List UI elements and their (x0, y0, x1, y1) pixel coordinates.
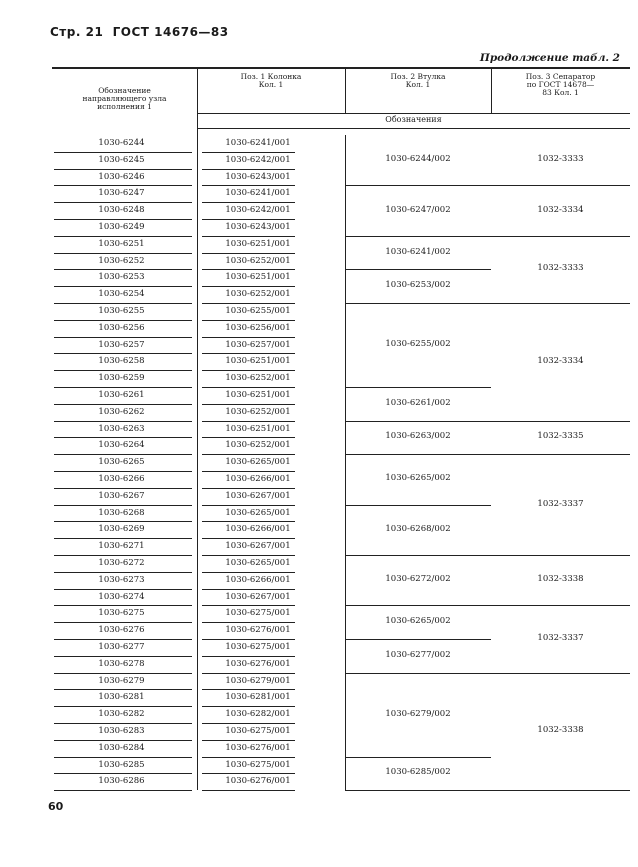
unit-designation: 1030-6244 (98, 138, 145, 148)
bushing-group-rule (345, 605, 491, 606)
bushing-group-rule (345, 505, 491, 506)
unit-designation: 1030-6266 (98, 474, 145, 484)
bushing-column-rule (345, 421, 346, 455)
column-designation: 1030-6251/001 (225, 238, 291, 249)
separator-designation: 1032-3334 (537, 355, 584, 366)
column-designation: 1030-6275/001 (225, 608, 291, 619)
column-designation: 1030-6241/001 (225, 188, 291, 199)
bushing-designation: 1030-6253/002 (385, 280, 451, 291)
column-designation: 1030-6256/001 (225, 322, 291, 333)
bushing-group-rule (345, 555, 491, 556)
separator-designation: 1032-3337 (537, 633, 584, 643)
row-rule (202, 589, 295, 590)
unit-designation: 1030-6255 (98, 306, 145, 316)
unit-designation: 1030-6281 (98, 692, 145, 703)
row-rule (202, 286, 295, 287)
bushing-designation: 1030-6285/002 (385, 767, 451, 778)
column-designation: 1030-6252/001 (225, 373, 291, 384)
row-rule (54, 387, 192, 388)
bushing-designation: 1030-6265/002 (385, 473, 451, 484)
bushing-designation: 1030-6261/002 (385, 397, 451, 408)
column-designation: 1030-6252/001 (225, 406, 291, 417)
column-designation: 1030-6267/001 (225, 591, 291, 602)
bushing-column-rule (345, 185, 346, 235)
separator-group-rule (491, 790, 630, 791)
bushing-column-rule (345, 454, 346, 504)
unit-designation: 1030-6284 (98, 742, 145, 753)
unit-designation: 1030-6268 (98, 507, 145, 518)
row-rule (54, 269, 192, 270)
bushing-designation: 1030-6277/002 (385, 649, 451, 660)
page-number: 60 (48, 800, 64, 813)
row-rule (202, 454, 295, 455)
row-rule (54, 152, 192, 153)
bushing-column-rule (345, 757, 346, 791)
page-label: Стр. 21 (50, 25, 104, 39)
column-rule-1 (197, 67, 198, 790)
unit-designation: 1030-6265 (98, 457, 145, 468)
row-rule (202, 353, 295, 354)
row-rule (202, 219, 295, 220)
unit-designation: 1030-6277 (98, 642, 145, 652)
row-rule (202, 538, 295, 539)
separator-group-rule (491, 303, 630, 304)
bushing-group-rule (345, 673, 491, 674)
separator-designation: 1032-3334 (537, 204, 584, 215)
bushing-designation: 1030-6247/002 (385, 204, 451, 215)
column-designation: 1030-6266/001 (225, 574, 291, 585)
bushing-group-rule (345, 387, 491, 388)
column-designation: 1030-6265/001 (225, 558, 291, 568)
unit-designation: 1030-6258 (98, 356, 145, 367)
unit-designation: 1030-6283 (98, 726, 145, 736)
unit-designation: 1030-6256 (98, 322, 145, 333)
row-rule (54, 673, 192, 674)
column-designation: 1030-6276/001 (225, 742, 291, 753)
separator-group-rule (491, 454, 630, 455)
bushing-column-rule (345, 387, 346, 421)
row-rule (202, 370, 295, 371)
row-rule (202, 639, 295, 640)
row-rule (202, 421, 295, 422)
unit-designation: 1030-6246 (98, 171, 145, 182)
bushing-column-rule (345, 236, 346, 270)
sub-header-designations: Обозначения (385, 115, 442, 124)
bushing-group-rule (345, 236, 491, 237)
bushing-column-rule (345, 135, 346, 185)
unit-designation: 1030-6271 (98, 541, 145, 552)
separator-group-rule (491, 605, 630, 606)
column-designation: 1030-6252/001 (225, 255, 291, 266)
row-rule (54, 773, 192, 774)
unit-designation: 1030-6252 (98, 255, 145, 266)
column-designation: 1030-6275/001 (225, 642, 291, 652)
bushing-group-rule (345, 269, 491, 270)
unit-designation: 1030-6264 (98, 440, 145, 451)
row-rule (202, 185, 295, 186)
unit-designation: 1030-6285 (98, 759, 145, 770)
row-rule (54, 572, 192, 573)
column-header-2: Поз. 1 Колонка Кол. 1 (240, 72, 302, 89)
row-rule (202, 471, 295, 472)
unit-designation: 1030-6245 (98, 154, 145, 165)
table-top-rule-thick (52, 68, 630, 69)
column-designation: 1030-6251/001 (225, 272, 291, 283)
unit-designation: 1030-6248 (98, 205, 145, 216)
unit-designation: 1030-6275 (98, 608, 145, 619)
bushing-designation: 1030-6244/002 (385, 154, 451, 165)
bushing-designation: 1030-6279/002 (385, 708, 451, 719)
bushing-designation: 1030-6272/002 (385, 574, 451, 585)
bushing-group-rule (345, 639, 491, 640)
column-designation: 1030-6267/001 (225, 490, 291, 501)
row-rule (54, 706, 192, 707)
column-designation: 1030-6243/001 (225, 171, 291, 182)
separator-group-rule (491, 555, 630, 556)
column-designation: 1030-6275/001 (225, 759, 291, 770)
row-rule (54, 454, 192, 455)
column-designation: 1030-6276/001 (225, 776, 291, 787)
bushing-group-rule (345, 454, 491, 455)
column-designation: 1030-6276/001 (225, 625, 291, 636)
row-rule (54, 337, 192, 338)
unit-designation: 1030-6279 (98, 675, 145, 686)
row-rule (54, 689, 192, 690)
column-designation: 1030-6281/001 (225, 692, 291, 703)
row-rule (202, 236, 295, 237)
row-rule (54, 370, 192, 371)
row-rule (54, 757, 192, 758)
row-rule (54, 488, 192, 489)
bushing-column-rule (345, 673, 346, 757)
column-designation: 1030-6265/001 (225, 507, 291, 518)
column-designation: 1030-6251/001 (225, 423, 291, 434)
bushing-designation: 1030-6241/002 (385, 246, 451, 257)
column-designation: 1030-6266/001 (225, 474, 291, 484)
unit-designation: 1030-6276 (98, 625, 145, 636)
column-designation: 1030-6279/001 (225, 675, 291, 686)
column-designation: 1030-6241/001 (225, 138, 291, 148)
bushing-group-rule (345, 790, 491, 791)
row-rule (202, 572, 295, 573)
column-designation: 1030-6251/001 (225, 356, 291, 367)
row-rule (54, 589, 192, 590)
unit-designation: 1030-6257 (98, 339, 145, 350)
column-designation: 1030-6257/001 (225, 339, 291, 350)
separator-group-rule (491, 236, 630, 237)
bushing-column-rule (345, 505, 346, 555)
bushing-group-rule (345, 757, 491, 758)
row-rule (202, 152, 295, 153)
row-rule (54, 471, 192, 472)
row-rule (202, 169, 295, 170)
unit-designation: 1030-6274 (98, 591, 145, 602)
column-designation: 1030-6252/001 (225, 440, 291, 451)
column-designation: 1030-6243/001 (225, 222, 291, 232)
separator-designation: 1032-3338 (537, 725, 584, 736)
row-rule (54, 656, 192, 657)
row-rule (202, 740, 295, 741)
column-designation: 1030-6251/001 (225, 390, 291, 400)
column-designation: 1030-6242/001 (225, 205, 291, 216)
row-rule (202, 605, 295, 606)
column-header-4: Поз. 3 Сепаратор по ГОСТ 14678—83 Кол. 1 (525, 72, 596, 97)
row-rule (202, 320, 295, 321)
row-rule (202, 437, 295, 438)
row-rule (54, 790, 192, 791)
row-rule (54, 404, 192, 405)
row-rule (202, 673, 295, 674)
bushing-designation: 1030-6255/002 (385, 339, 451, 349)
row-rule (54, 353, 192, 354)
column-designation: 1030-6266/001 (225, 524, 291, 535)
row-rule (202, 790, 295, 791)
row-rule (54, 605, 192, 606)
unit-designation: 1030-6261 (98, 390, 145, 400)
column-header-3: Поз. 2 Втулка Кол. 1 (390, 72, 446, 89)
page-header (50, 25, 229, 39)
unit-designation: 1030-6269 (98, 524, 145, 535)
standard-code: ГОСТ 14676—83 (112, 25, 229, 39)
column-designation: 1030-6276/001 (225, 658, 291, 669)
unit-designation: 1030-6267 (98, 490, 145, 501)
row-rule (202, 337, 295, 338)
unit-designation: 1030-6249 (98, 222, 145, 232)
row-rule (54, 639, 192, 640)
row-rule (202, 689, 295, 690)
unit-designation: 1030-6254 (98, 289, 145, 300)
row-rule (54, 236, 192, 237)
row-rule (202, 706, 295, 707)
column-designation: 1030-6267/001 (225, 541, 291, 552)
unit-designation: 1030-6272 (98, 558, 145, 568)
row-rule (54, 169, 192, 170)
bushing-column-rule (345, 639, 346, 673)
column-designation: 1030-6265/001 (225, 457, 291, 468)
row-rule (202, 757, 295, 758)
row-rule (54, 555, 192, 556)
bushing-group-rule (345, 303, 491, 304)
column-rule-3-header (491, 67, 492, 113)
column-designation: 1030-6242/001 (225, 154, 291, 165)
row-rule (202, 253, 295, 254)
row-rule (54, 219, 192, 220)
row-rule (54, 538, 192, 539)
bushing-designation: 1030-6263/002 (385, 431, 451, 442)
row-rule (54, 723, 192, 724)
bushing-designation: 1030-6268/002 (385, 523, 451, 534)
row-rule (202, 303, 295, 304)
unit-designation: 1030-6263 (98, 423, 145, 434)
row-rule (54, 185, 192, 186)
sub-header-rule (197, 128, 630, 129)
separator-designation: 1032-3333 (537, 154, 584, 165)
unit-designation: 1030-6247 (98, 188, 145, 199)
bushing-column-rule (345, 269, 346, 303)
column-designation: 1030-6255/001 (225, 306, 291, 316)
row-rule (202, 387, 295, 388)
separator-group-rule (491, 185, 630, 186)
row-rule (202, 404, 295, 405)
row-rule (54, 286, 192, 287)
row-rule (54, 320, 192, 321)
row-rule (202, 488, 295, 489)
row-rule (202, 622, 295, 623)
separator-designation: 1032-3337 (537, 498, 584, 509)
unit-designation: 1030-6278 (98, 658, 145, 669)
row-rule (54, 253, 192, 254)
row-rule (54, 437, 192, 438)
row-rule (54, 505, 192, 506)
bushing-column-rule (345, 303, 346, 387)
row-rule (202, 723, 295, 724)
row-rule (202, 555, 295, 556)
row-rule (202, 773, 295, 774)
column-designation: 1030-6282/001 (225, 709, 291, 720)
unit-designation: 1030-6286 (98, 776, 145, 787)
unit-designation: 1030-6251 (98, 238, 145, 249)
bushing-group-rule (345, 421, 491, 422)
row-rule (202, 269, 295, 270)
separator-designation: 1032-3335 (537, 431, 584, 442)
row-rule (54, 202, 192, 203)
separator-group-rule (491, 421, 630, 422)
unit-designation: 1030-6273 (98, 574, 145, 585)
row-rule (202, 521, 295, 522)
unit-designation: 1030-6262 (98, 406, 145, 417)
row-rule (54, 740, 192, 741)
column-designation: 1030-6252/001 (225, 289, 291, 300)
separator-designation: 1032-3338 (537, 574, 584, 585)
bushing-column-rule (345, 555, 346, 605)
column-header-1: Обозначение направляющего узла исполнения 1 (82, 86, 167, 111)
row-rule (202, 202, 295, 203)
header-sub-rule (197, 113, 630, 114)
row-rule (54, 303, 192, 304)
bushing-column-rule (345, 605, 346, 639)
row-rule (202, 505, 295, 506)
unit-designation: 1030-6259 (98, 373, 145, 384)
row-rule (54, 421, 192, 422)
row-rule (54, 521, 192, 522)
row-rule (54, 622, 192, 623)
bushing-group-rule (345, 185, 491, 186)
separator-designation: 1032-3333 (537, 263, 584, 274)
separator-group-rule (491, 673, 630, 674)
table-continuation-label: Продолжение табл. 2 (479, 52, 620, 64)
row-rule (202, 656, 295, 657)
unit-designation: 1030-6282 (98, 709, 145, 720)
column-designation: 1030-6275/001 (225, 726, 291, 736)
bushing-designation: 1030-6265/002 (385, 616, 451, 627)
unit-designation: 1030-6253 (98, 272, 145, 283)
column-rule-2-header (345, 67, 346, 113)
